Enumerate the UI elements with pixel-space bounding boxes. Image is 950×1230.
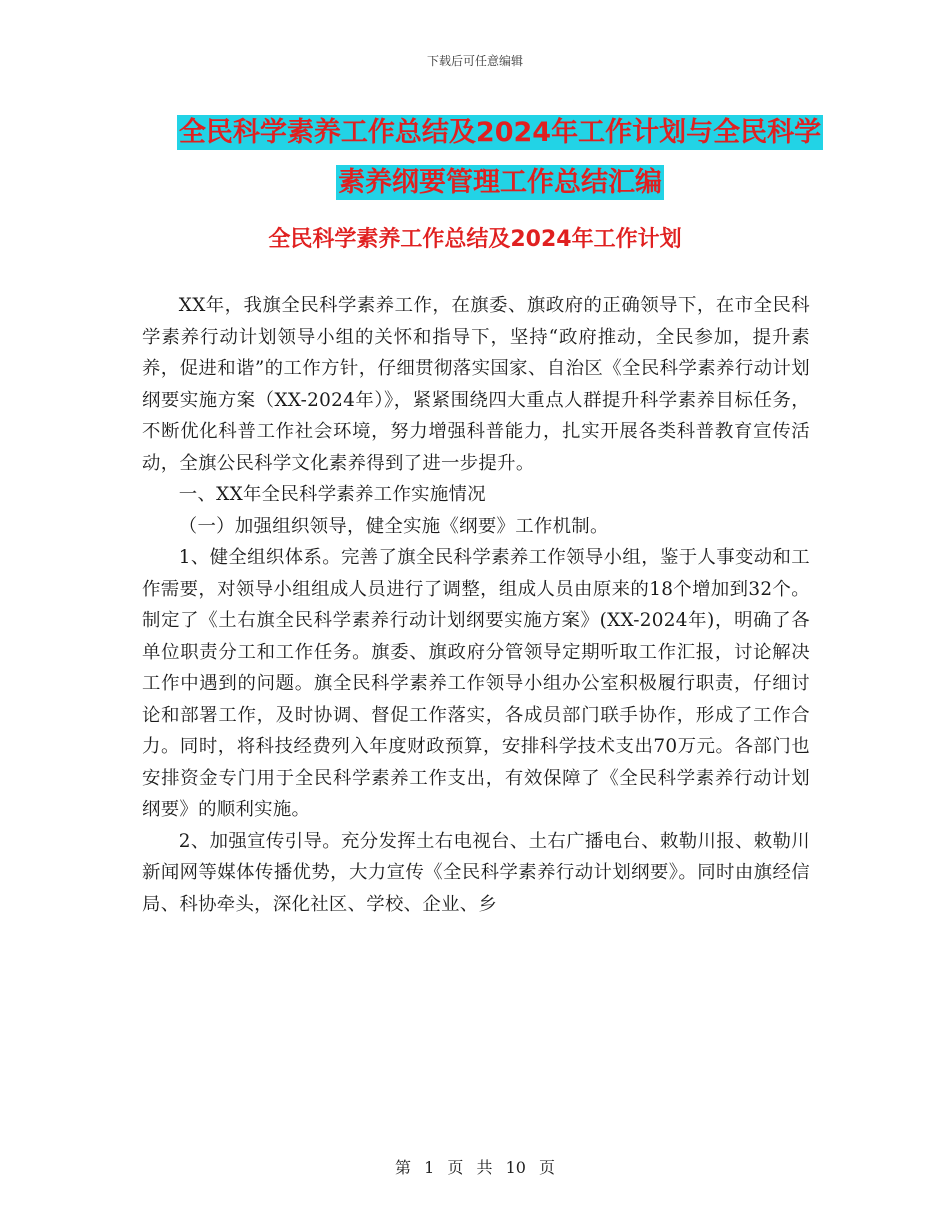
document-title (150, 108, 850, 208)
heading-subsection-1: （一）加强组织领导，健全实施《纲要》工作机制。 (178, 515, 609, 537)
footer-label-total: 共 (476, 1158, 493, 1177)
section-title: 全民科学素养工作总结及2024年工作计划 (268, 227, 682, 252)
footer-label-page: 第 (394, 1158, 411, 1177)
page-header-note: 下载后可任意编辑 (426, 54, 523, 68)
page-footer (0, 1155, 950, 1178)
document-title-line-1: 全民科学素养工作总结及2024年工作计划与全民科学 (178, 117, 822, 148)
paragraph-publicity: 2、加强宣传引导。充分发挥土右电视台、土右广播电台、敕勒川报、敕勒川新闻网等媒体传播优势，大力宣传《全民科学素养行动计划纲要》。同时由旗经信局、科协牵头，深化社区、学校、企业、乡 (142, 830, 810, 915)
document-title-line-2: 素养纲要管理工作总结汇编 (338, 167, 662, 198)
footer-total-pages: 10 (505, 1158, 526, 1177)
paragraph-organization: 1、健全组织体系。完善了旗全民科学素养工作领导小组，鉴于人事变动和工作需要，对领导小组组成人员进行了调整，组成人员由原来的18个增加到32个。制定了《土右旗全民科学素养行动计划纲要实施方案》(XX-2024年)，明确了各单位职责分工和工作任务。旗委、旗政府分管领导定期听取工作汇报，讨论解决工作中遇到的问题。旗全民科学素养工作领导小组办公室积极履行职责，仔细讨论和部署工作，及时协调、督促工作落实，各成员部门联手协作，形成了工作合力。同时，将科技经费列入年度财政预算，安排科学技术支出70万元。各部门也安排资金专门用于全民科学素养工作支出，有效保障了《全民科学素养行动计划纲要》的顺利实施。 (142, 547, 810, 820)
heading-section-1: 一、XX年全民科学素养工作实施情况 (178, 484, 486, 505)
footer-label-unit: 页 (447, 1158, 464, 1177)
footer-label-unit-2: 页 (539, 1158, 556, 1177)
paragraph-intro: XX年，我旗全民科学素养工作，在旗委、旗政府的正确领导下，在市全民科学素养行动计划领导小组的关怀和指导下，坚持“政府推动，全民参加，提升素养，促进和谐”的工作方针，仔细贯彻落实国家、自治区《全民科学素养行动计划纲要实施方案（XX-2024年）》，紧紧围绕四大重点人群提升科学素养目标任务，不断优化科普工作社会环境，努力增强科普能力，扎实开展各类科普教育宣传活动，全旗公民科学文化素养得到了进一步提升。 (142, 295, 810, 474)
document-body (142, 290, 810, 920)
footer-current-page: 1 (424, 1158, 435, 1177)
